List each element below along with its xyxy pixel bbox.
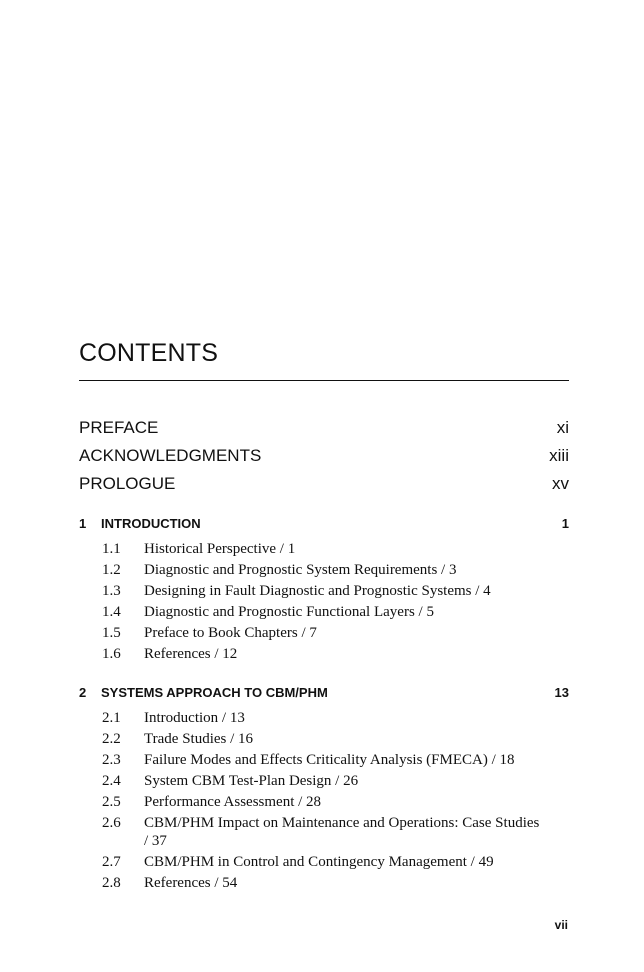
- entry-page: xv: [552, 474, 569, 493]
- toc-entry-acknowledgments[interactable]: [79, 442, 569, 470]
- section-number: 2.6: [102, 815, 121, 831]
- section-number: 2.5: [102, 794, 121, 810]
- toc-section[interactable]: [102, 561, 542, 579]
- page-number: vii: [554, 918, 568, 932]
- section-title: References / 54: [144, 875, 238, 891]
- entry-page: xiii: [549, 446, 569, 465]
- toc-section[interactable]: [102, 772, 542, 790]
- section-title: References / 12: [144, 646, 238, 662]
- section-title: System CBM Test-Plan Design / 26: [144, 773, 359, 789]
- section-number: 2.2: [102, 731, 121, 747]
- toc-section[interactable]: [102, 709, 542, 727]
- section-title: Preface to Book Chapters / 7: [144, 625, 317, 641]
- section-title: CBM/PHM Impact on Maintenance and Operations: Case Studies / 37: [144, 815, 540, 849]
- section-title: Introduction / 13: [144, 710, 245, 726]
- section-title: Failure Modes and Effects Criticality Analysis (FMECA) / 18: [144, 752, 515, 768]
- section-title: Designing in Fault Diagnostic and Prognostic Systems / 4: [144, 583, 491, 599]
- toc-section[interactable]: [102, 751, 542, 769]
- entry-page: xi: [556, 418, 569, 437]
- section-title: CBM/PHM in Control and Contingency Management / 49: [144, 854, 494, 870]
- section-number: 2.4: [102, 773, 121, 789]
- entry-label: ACKNOWLEDGMENTS: [79, 446, 262, 465]
- chapter-page: 13: [554, 684, 569, 700]
- toc-section[interactable]: [102, 582, 542, 600]
- toc-entry-preface[interactable]: [79, 414, 569, 442]
- section-title: Trade Studies / 16: [144, 731, 254, 747]
- section-number: 1.2: [102, 562, 121, 578]
- entry-label: PREFACE: [79, 418, 159, 437]
- toc-section[interactable]: [102, 603, 542, 621]
- title-rule: [79, 380, 569, 381]
- toc-section[interactable]: [102, 730, 542, 748]
- toc-section[interactable]: [102, 624, 542, 642]
- toc-section[interactable]: [102, 814, 542, 850]
- section-title: Diagnostic and Prognostic Functional Layers / 5: [144, 604, 434, 620]
- chapter-number: 2: [79, 684, 87, 700]
- toc-entry-prologue[interactable]: [79, 470, 569, 498]
- page-title: CONTENTS: [79, 339, 219, 367]
- section-number: 2.8: [102, 875, 121, 891]
- chapter-heading-2[interactable]: [79, 681, 569, 703]
- section-number: 1.5: [102, 625, 121, 641]
- section-number: 1.4: [102, 604, 121, 620]
- section-number: 2.1: [102, 710, 121, 726]
- toc-section[interactable]: [102, 793, 542, 811]
- section-number: 1.1: [102, 541, 121, 557]
- toc-section[interactable]: [102, 874, 542, 892]
- toc-section[interactable]: [102, 645, 542, 663]
- section-number: 2.3: [102, 752, 121, 768]
- chapter-title: INTRODUCTION: [101, 515, 201, 531]
- section-title: Diagnostic and Prognostic System Requirements / 3: [144, 562, 457, 578]
- section-title: Performance Assessment / 28: [144, 794, 322, 810]
- chapter-page: 1: [561, 515, 569, 531]
- chapter-title: SYSTEMS APPROACH TO CBM/PHM: [101, 684, 328, 700]
- chapter-number: 1: [79, 515, 87, 531]
- section-number: 2.7: [102, 854, 121, 870]
- section-number: 1.6: [102, 646, 121, 662]
- toc-section[interactable]: [102, 540, 542, 558]
- toc-section[interactable]: [102, 853, 542, 871]
- section-number: 1.3: [102, 583, 121, 599]
- section-title: Historical Perspective / 1: [144, 541, 296, 557]
- entry-label: PROLOGUE: [79, 474, 176, 493]
- chapter-heading-1[interactable]: [79, 512, 569, 534]
